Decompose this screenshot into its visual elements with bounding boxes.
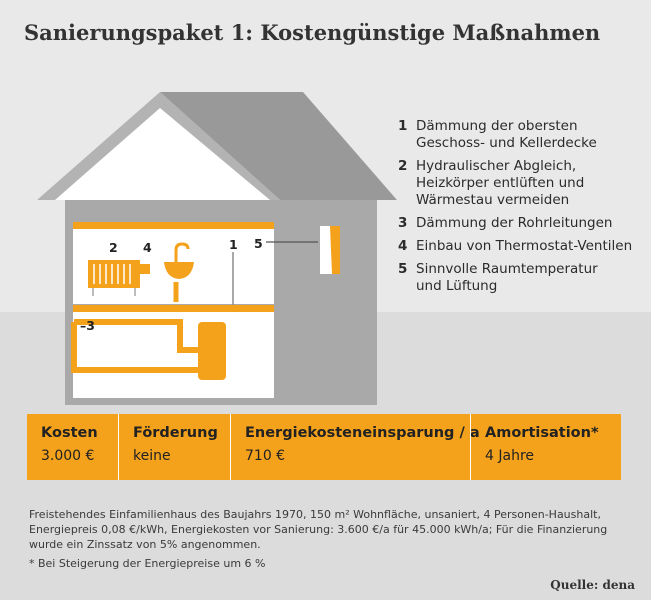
- cost-column-amortisation: [470, 414, 621, 480]
- assumptions-note: Freistehendes Einfamilienhaus des Baujahrs 1970, 150 m² Wohnfläche, unsaniert, 4 Personen-Haushalt, Energiepreis 0,08 €/kWh, Energiekosten vor Sanierung: 3.600 €/a für 45.000 kWh/a; Für die Finanzierung wurde ein Zinssatz von 5% angenommen.: [29, 508, 608, 551]
- cost-label: Förderung: [133, 425, 218, 441]
- thermostat-valve: [140, 264, 150, 274]
- cost-label: Energiekosteneinsparung / a: [245, 425, 480, 441]
- marker-1: 1: [229, 237, 238, 252]
- legend-item: [398, 238, 648, 255]
- cost-label: Amortisation*: [485, 425, 599, 441]
- cost-column-kosten: [27, 414, 118, 480]
- top-ceiling-insulation: [73, 222, 274, 229]
- cost-value: keine: [133, 448, 171, 464]
- legend-item: [398, 158, 648, 209]
- marker-4: 4: [143, 240, 152, 255]
- cost-label: Kosten: [41, 425, 98, 441]
- source-credit: Quelle: dena: [550, 578, 635, 592]
- cost-summary-table: [27, 414, 621, 480]
- cost-value: 3.000 €: [41, 448, 95, 464]
- legend-text: Einbau von Thermostat-Ventilen: [416, 238, 633, 254]
- footnote: * Bei Steigerung der Energiepreise um 6 %: [29, 557, 266, 570]
- legend-item: [398, 261, 648, 295]
- page-title: Sanierungspaket 1: Kostengünstige Maßnahmen: [24, 20, 601, 45]
- marker-2: 2: [109, 240, 118, 255]
- cost-column-foerderung: [118, 414, 230, 480]
- cost-value: 710 €: [245, 448, 286, 464]
- legend-text: Hydraulischer Abgleich, Heizkörper entlüften und Wärmestau vermeiden: [416, 158, 585, 208]
- cost-column-einsparung: [230, 414, 480, 480]
- legend-number: 1: [398, 118, 408, 134]
- legend-number: 5: [398, 261, 408, 277]
- legend-item: [398, 215, 648, 232]
- marker-5: 5: [254, 236, 263, 251]
- basement-ceiling-insulation: [73, 305, 274, 312]
- legend-text: Dämmung der Rohrleitungen: [416, 215, 613, 231]
- legend-number: 3: [398, 215, 408, 231]
- cost-value: 4 Jahre: [485, 448, 534, 464]
- legend-text: Dämmung der obersten Geschoss- und Kellerdecke: [416, 118, 597, 151]
- marker-3: –3: [80, 318, 95, 333]
- legend-number: 2: [398, 158, 408, 174]
- legend-number: 4: [398, 238, 408, 254]
- legend-text: Sinnvolle Raumtemperatur und Lüftung: [416, 261, 598, 294]
- legend-item: [398, 118, 648, 152]
- heating-boiler: [198, 322, 226, 380]
- measures-legend: [398, 118, 648, 301]
